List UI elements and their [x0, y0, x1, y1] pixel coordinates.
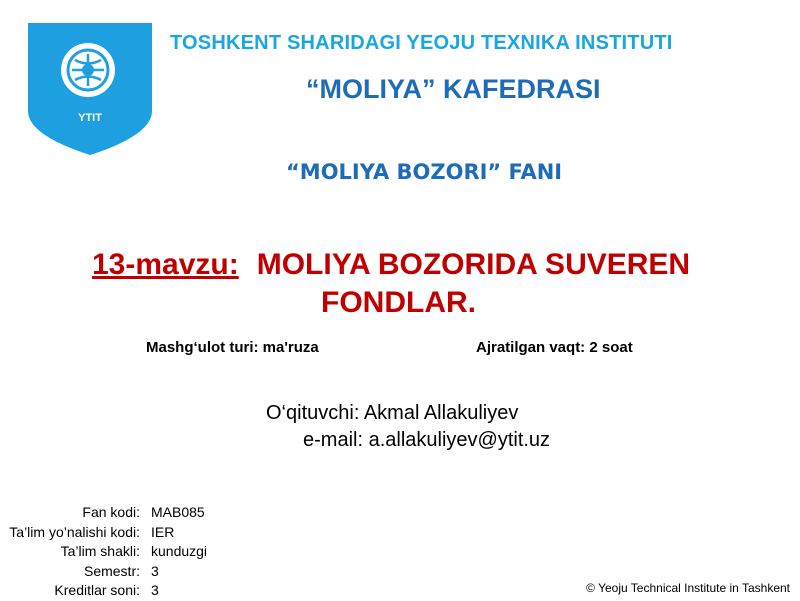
copyright: © Yeoju Technical Institute in Tashkent: [586, 581, 790, 595]
teacher-name: O‘qituvchi: Akmal Allakuliyev: [266, 402, 519, 424]
info-value: 3: [151, 562, 159, 579]
info-value: IER: [151, 523, 175, 540]
info-row: [0, 523, 240, 543]
info-label: Ta’lim yo’nalishi kodi:: [9, 523, 140, 540]
info-value: 3: [151, 582, 159, 598]
session-time: Ajratilgan vaqt: 2 soat: [476, 339, 633, 356]
topic-title-line2: FONDLAR.: [321, 286, 476, 319]
info-label: Fan kodi:: [82, 504, 140, 520]
info-value: kunduzgi: [151, 543, 208, 559]
ytit-logo: [28, 23, 152, 155]
department-title: “MOLIYA” KAFEDRASI: [306, 74, 601, 104]
info-value: MAB085: [151, 504, 205, 520]
teacher-email: e-mail: a.allakuliyev@ytit.uz: [303, 429, 551, 451]
course-info: [0, 503, 240, 601]
info-row: [0, 542, 240, 562]
info-label: Semestr:: [83, 562, 140, 579]
topic-title-line1: MOLIYA BOZORIDA SUVEREN: [256, 248, 691, 281]
info-row: [0, 503, 240, 523]
info-label: Kreditlar soni:: [54, 582, 140, 598]
topic-heading: [92, 248, 690, 282]
course-title: “MOLIYA BOZORI” FANI: [286, 160, 563, 184]
topic-number: 13-mavzu:: [92, 248, 239, 281]
logo-text: YTIT: [78, 112, 102, 124]
session-type: Mashg‘ulot turi: ma'ruza: [146, 339, 319, 356]
info-row: [0, 562, 240, 582]
info-label: Ta’lim shakli:: [60, 543, 140, 559]
institute-title: TOSHKENT SHARIDAGI YEOJU TEXNIKA INSTITUTI: [170, 32, 673, 54]
info-row: [0, 581, 240, 601]
